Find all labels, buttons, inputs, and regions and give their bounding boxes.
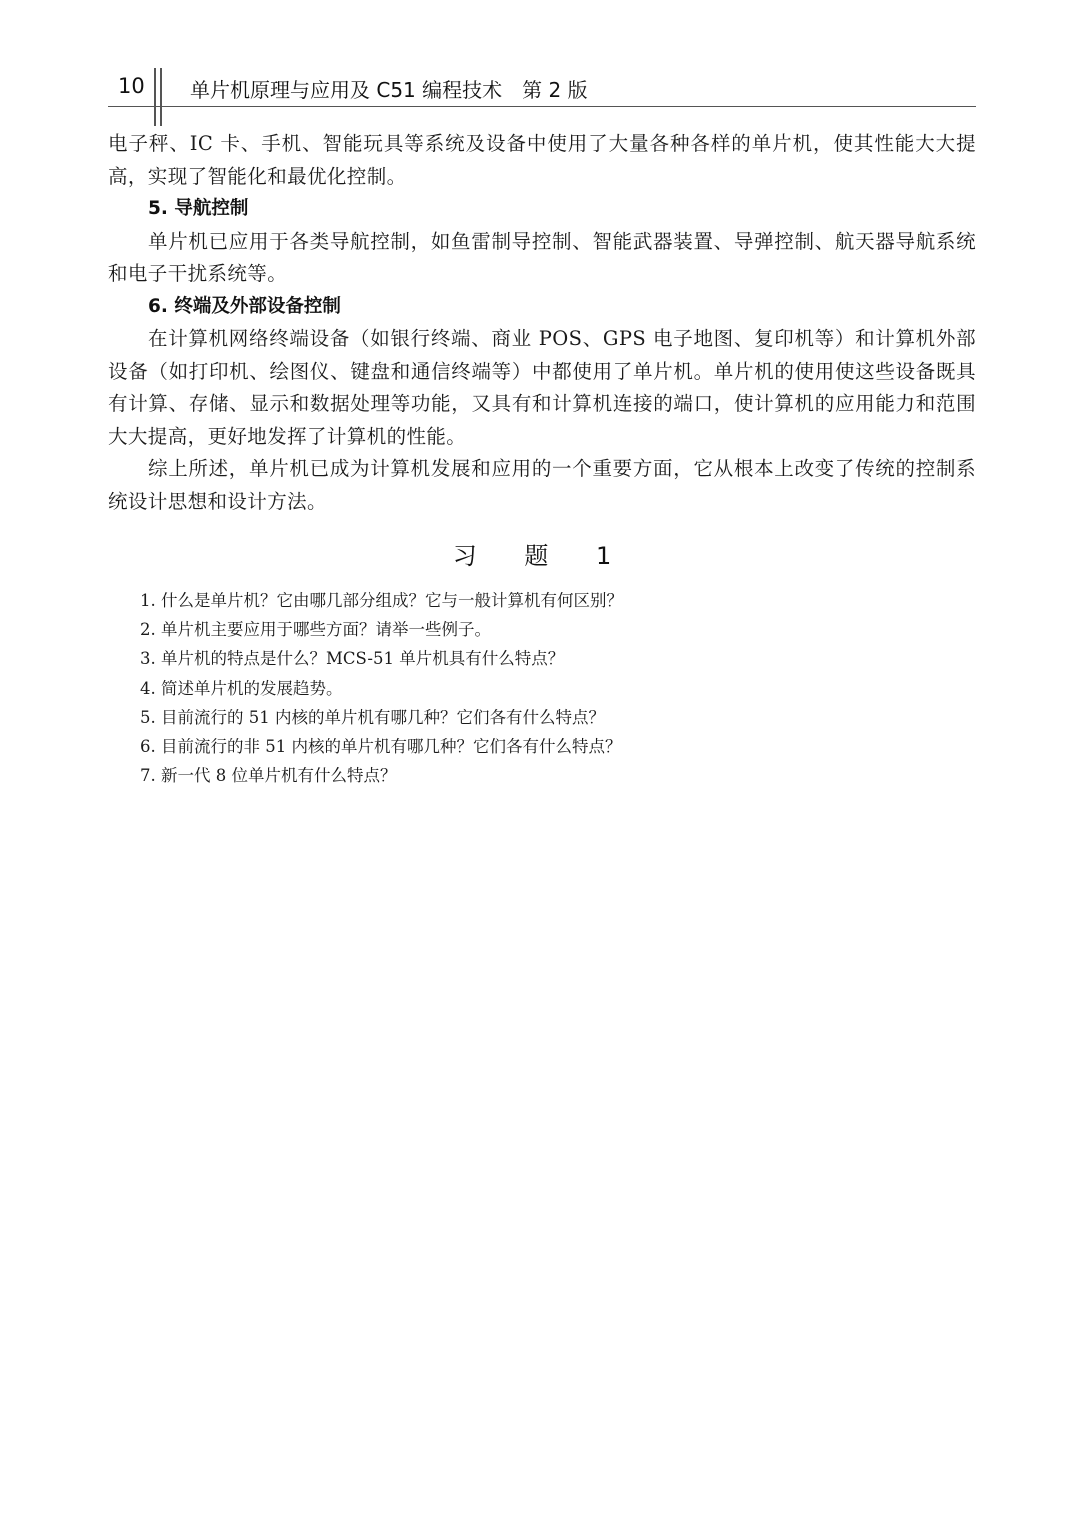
intro-paragraph: 电子秤、IC 卡、手机、智能玩具等系统及设备中使用了大量各种各样的单片机，使其性能大大提高，实现了智能化和最优化控制。 xyxy=(108,132,976,188)
section-paragraph-5: 单片机已应用于各类导航控制，如鱼雷制导控制、智能武器装置、导弹控制、航天器导航系统和电子干扰系统等。 xyxy=(108,229,976,285)
exercise-item: 5. 目前流行的 51 内核的单片机有哪几种？它们各有什么特点？ xyxy=(140,707,605,727)
exercise-item: 1. 什么是单片机？它由哪几部分组成？它与一般计算机有何区别？ xyxy=(140,591,623,610)
exercise-item: 3. 单片机的特点是什么？MCS-51 单片机具有什么特点？ xyxy=(140,649,565,669)
section-heading-5: 5. 导航控制 xyxy=(148,198,249,219)
summary-paragraph: 综上所述，单片机已成为计算机发展和应用的一个重要方面，它从根本上改变了传统的控制系统设计思想和设计方法。 xyxy=(108,457,976,513)
exercise-item: 7. 新一代 8 位单片机有什么特点？ xyxy=(140,766,397,786)
exercise-item: 2. 单片机主要应用于哪些方面？请举一些例子。 xyxy=(140,620,491,640)
running-header xyxy=(108,68,976,107)
exercises-title: 习 题 1 xyxy=(452,542,632,570)
page-number: 10 xyxy=(118,74,145,98)
exercise-item: 6. 目前流行的非 51 内核的单片机有哪几种？它们各有什么特点？ xyxy=(140,737,622,757)
body-text xyxy=(108,128,976,518)
header-divider xyxy=(160,68,162,126)
exercise-list xyxy=(140,586,960,790)
exercise-item: 4. 简述单片机的发展趋势。 xyxy=(140,678,343,698)
section-paragraph-6: 在计算机网络终端设备（如银行终端、商业 POS、GPS 电子地图、复印机等）和计算机外部设备（如打印机、绘图仪、键盘和通信终端等）中都使用了单片机。单片机的使用使这些设备既具有计算、存储、显示和数据处理等功能，又具有和计算机连接的端口，使计算机的应用能力和范围大大提高，更好地发挥了计算机的性能。 xyxy=(108,327,976,448)
section-heading-6: 6. 终端及外部设备控制 xyxy=(148,295,341,317)
header-divider xyxy=(154,68,156,126)
running-title: 单片机原理与应用及 C51 编程技术 第 2 版 xyxy=(190,78,588,102)
